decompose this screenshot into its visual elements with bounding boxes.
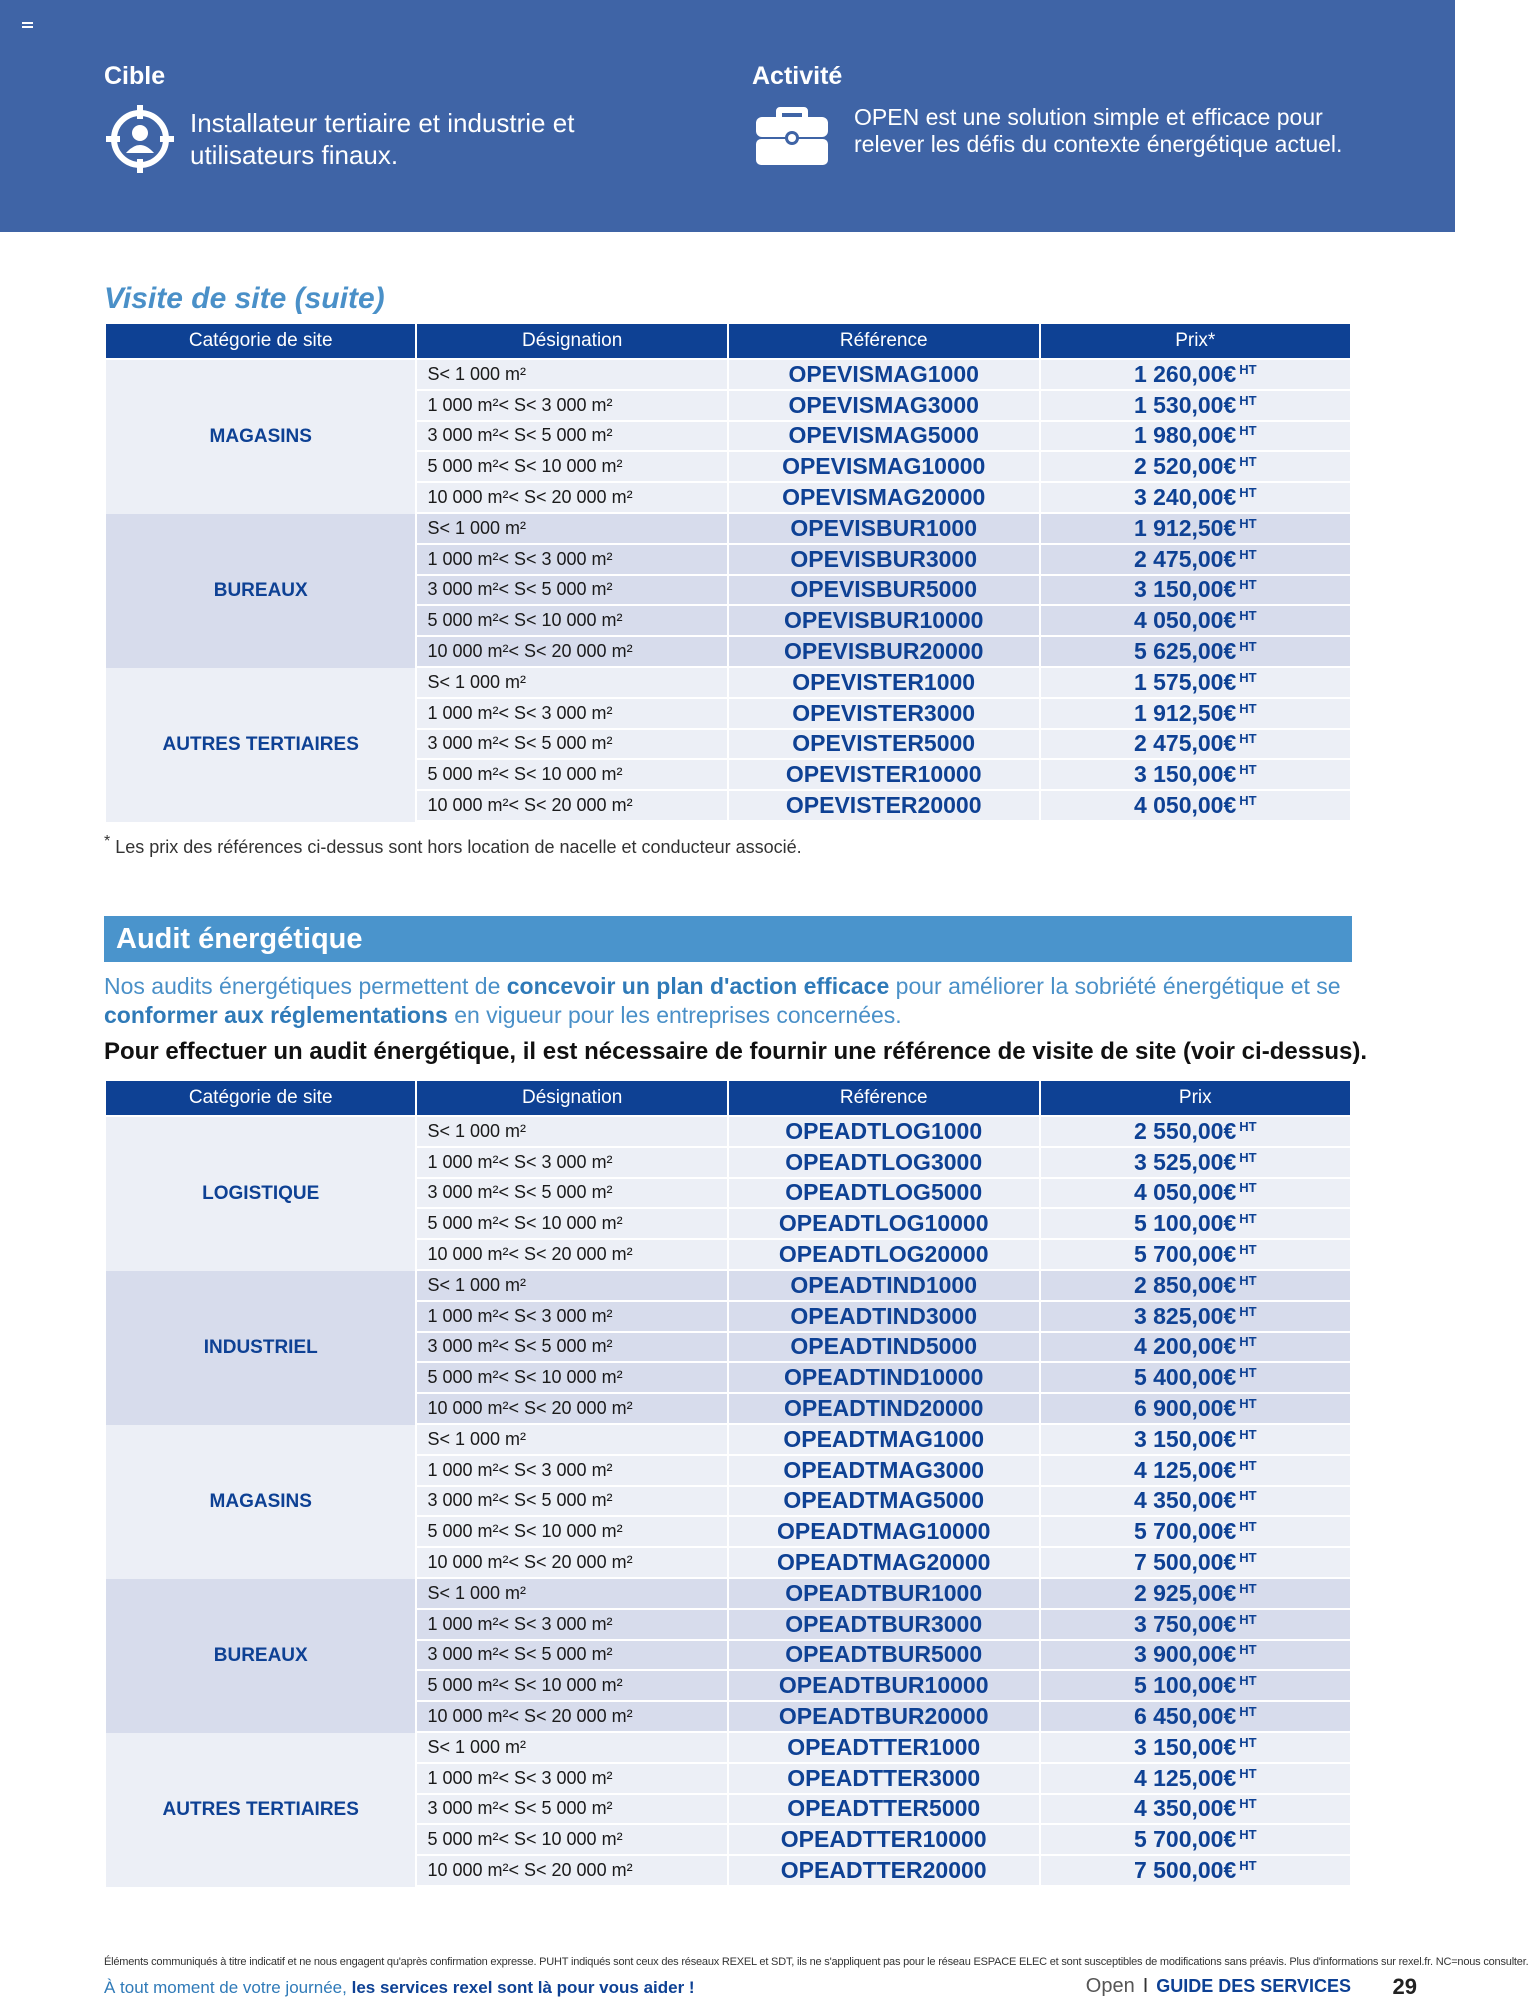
reference-cell: OPEADTMAG1000 <box>729 1425 1039 1456</box>
reference-cell: OPEADTMAG10000 <box>729 1517 1039 1548</box>
designation-cell: 1 000 m²< S< 3 000 m² <box>417 1148 726 1179</box>
designation-cell: 10 000 m²< S< 20 000 m² <box>417 1394 726 1425</box>
designation-cell: 5 000 m²< S< 10 000 m² <box>417 1825 726 1856</box>
visite-title: Visite de site (suite) <box>104 282 385 315</box>
price-cell: 3 150,00€ $^{HT}$ <box>1041 1425 1350 1456</box>
footer-guide: Open I GUIDE DES SERVICES <box>1085 1975 1351 1997</box>
designation-cell: 1 000 m²< S< 3 000 m² <box>417 545 726 576</box>
cible-block <box>104 62 624 175</box>
reference-cell: OPEADTTER20000 <box>729 1856 1039 1887</box>
designation-cell: 1 000 m²< S< 3 000 m² <box>417 1610 726 1641</box>
reference-cell: OPEADTLOG1000 <box>729 1117 1039 1148</box>
category-cell: BUREAUX <box>106 514 415 668</box>
footnote-mark: * <box>104 833 111 850</box>
activite-title: Activité <box>752 62 843 90</box>
visite-table <box>104 324 1352 822</box>
table-row <box>106 1425 1350 1456</box>
designation-cell: 3 000 m²< S< 5 000 m² <box>417 1333 726 1364</box>
price-cell: 3 240,00€ $^{HT}$ <box>1041 483 1350 514</box>
price-cell: 1 575,00€ $^{HT}$ <box>1041 668 1350 699</box>
reference-cell: OPEVISBUR3000 <box>729 545 1039 576</box>
price-cell: 1 980,00€ $^{HT}$ <box>1041 422 1350 453</box>
price-cell: 2 850,00€ $^{HT}$ <box>1041 1271 1350 1302</box>
category-cell: LOGISTIQUE <box>106 1117 415 1271</box>
reference-cell: OPEADTMAG5000 <box>729 1487 1039 1518</box>
designation-cell: 5 000 m²< S< 10 000 m² <box>417 1363 726 1394</box>
reference-cell: OPEADTTER5000 <box>729 1795 1039 1826</box>
table-row <box>106 1579 1350 1610</box>
price-cell: 7 500,00€ $^{HT}$ <box>1041 1856 1350 1887</box>
reference-cell: OPEADTLOG5000 <box>729 1179 1039 1210</box>
audit-title: Audit énergétique <box>104 916 1352 962</box>
reference-cell: OPEVISTER3000 <box>729 699 1039 730</box>
reference-cell: OPEVISTER1000 <box>729 668 1039 699</box>
reference-cell: OPEADTBUR10000 <box>729 1671 1039 1702</box>
price-cell: 2 925,00€ $^{HT}$ <box>1041 1579 1350 1610</box>
designation-cell: 3 000 m²< S< 5 000 m² <box>417 1487 726 1518</box>
price-cell: 5 400,00€ $^{HT}$ <box>1041 1363 1350 1394</box>
price-cell: 2 475,00€ $^{HT}$ <box>1041 545 1350 576</box>
reference-cell: OPEVISTER20000 <box>729 791 1039 822</box>
price-cell: 3 525,00€ $^{HT}$ <box>1041 1148 1350 1179</box>
price-cell: 7 500,00€ $^{HT}$ <box>1041 1548 1350 1579</box>
category-cell: AUTRES TERTIAIRES <box>106 668 415 822</box>
reference-cell: OPEVISMAG5000 <box>729 422 1039 453</box>
cible-text: Installateur tertiaire et industrie et utilisateurs finaux. <box>190 108 575 170</box>
header-designation: Désignation <box>417 324 726 360</box>
price-cell: 2 520,00€ $^{HT}$ <box>1041 452 1350 483</box>
reference-cell: OPEADTLOG3000 <box>729 1148 1039 1179</box>
price-cell: 4 050,00€ $^{HT}$ <box>1041 606 1350 637</box>
designation-cell: 10 000 m²< S< 20 000 m² <box>417 483 726 514</box>
price-cell: 6 450,00€ $^{HT}$ <box>1041 1702 1350 1733</box>
table-row <box>106 360 1350 391</box>
price-cell: 1 912,50€ $^{HT}$ <box>1041 514 1350 545</box>
designation-cell: 10 000 m²< S< 20 000 m² <box>417 1548 726 1579</box>
designation-cell: 1 000 m²< S< 3 000 m² <box>417 1302 726 1333</box>
price-cell: 6 900,00€ $^{HT}$ <box>1041 1394 1350 1425</box>
price-cell: 5 700,00€ $^{HT}$ <box>1041 1825 1350 1856</box>
category-cell: MAGASINS <box>106 360 415 514</box>
designation-cell: 5 000 m²< S< 10 000 m² <box>417 1209 726 1240</box>
cible-title: Cible <box>104 62 166 90</box>
designation-cell: 3 000 m²< S< 5 000 m² <box>417 1641 726 1672</box>
reference-cell: OPEVISBUR1000 <box>729 514 1039 545</box>
reference-cell: OPEADTIND3000 <box>729 1302 1039 1333</box>
footnote-text: Les prix des références ci-dessus sont hors location de nacelle et conducteur associé. <box>115 837 802 857</box>
designation-cell: 1 000 m²< S< 3 000 m² <box>417 1764 726 1795</box>
price-cell: 3 150,00€ $^{HT}$ <box>1041 1733 1350 1764</box>
reference-cell: OPEADTBUR3000 <box>729 1610 1039 1641</box>
price-cell: 3 150,00€ $^{HT}$ <box>1041 576 1350 607</box>
reference-cell: OPEVISBUR20000 <box>729 637 1039 668</box>
audit-intro: Nos audits énergétiques permettent de concevoir un plan d'action efficace pour améliorer la sobriété énergétique et se conformer aux réglementations en vigueur pour les entreprises concernées. <box>104 973 1341 1028</box>
designation-cell: 3 000 m²< S< 5 000 m² <box>417 1179 726 1210</box>
table-header-row <box>106 324 1350 360</box>
price-cell: 4 350,00€ $^{HT}$ <box>1041 1487 1350 1518</box>
designation-cell: 5 000 m²< S< 10 000 m² <box>417 452 726 483</box>
reference-cell: OPEADTBUR20000 <box>729 1702 1039 1733</box>
header-prix: Prix <box>1041 1081 1350 1117</box>
price-cell: 5 100,00€ $^{HT}$ <box>1041 1671 1350 1702</box>
designation-cell: 1 000 m²< S< 3 000 m² <box>417 1456 726 1487</box>
reference-cell: OPEADTTER10000 <box>729 1825 1039 1856</box>
reference-cell: OPEVISTER10000 <box>729 760 1039 791</box>
table-header-row <box>106 1081 1350 1117</box>
header-designation: Désignation <box>417 1081 726 1117</box>
page-number: 29 <box>1392 1974 1417 1999</box>
category-cell: BUREAUX <box>106 1579 415 1733</box>
category-cell: INDUSTRIEL <box>106 1271 415 1425</box>
reference-cell: OPEADTIND1000 <box>729 1271 1039 1302</box>
briefcase-icon <box>752 95 832 167</box>
price-cell: 4 050,00€ $^{HT}$ <box>1041 791 1350 822</box>
designation-cell: 1 000 m²< S< 3 000 m² <box>417 391 726 422</box>
price-cell: 5 100,00€ $^{HT}$ <box>1041 1209 1350 1240</box>
price-cell: 1 260,00€ $^{HT}$ <box>1041 360 1350 391</box>
reference-cell: OPEADTIND5000 <box>729 1333 1039 1364</box>
activite-block <box>752 62 1392 167</box>
table-row <box>106 514 1350 545</box>
designation-cell: 3 000 m²< S< 5 000 m² <box>417 730 726 761</box>
price-cell: 4 125,00€ $^{HT}$ <box>1041 1456 1350 1487</box>
reference-cell: OPEADTTER3000 <box>729 1764 1039 1795</box>
reference-cell: OPEVISMAG1000 <box>729 360 1039 391</box>
reference-cell: OPEVISTER5000 <box>729 730 1039 761</box>
reference-cell: OPEADTIND20000 <box>729 1394 1039 1425</box>
header-prix: Prix* <box>1041 324 1350 360</box>
price-cell: 3 750,00€ $^{HT}$ <box>1041 1610 1350 1641</box>
activite-text: OPEN est une solution simple et efficace pour relever les défis du contexte énergétique actuel. <box>854 104 1343 157</box>
reference-cell: OPEVISMAG20000 <box>729 483 1039 514</box>
designation-cell: 3 000 m²< S< 5 000 m² <box>417 422 726 453</box>
category-cell: MAGASINS <box>106 1425 415 1579</box>
audit-note: Pour effectuer un audit énergétique, il est nécessaire de fournir une référence de visite de site (voir ci-dessus). <box>104 1038 1368 1065</box>
reference-cell: OPEADTIND10000 <box>729 1363 1039 1394</box>
reference-cell: OPEVISBUR10000 <box>729 606 1039 637</box>
header-categorie: Catégorie de site <box>106 1081 415 1117</box>
header-categorie: Catégorie de site <box>106 324 415 360</box>
table-row <box>106 1733 1350 1764</box>
footer-tagline: À tout moment de votre journée, les services rexel sont là pour vous aider ! <box>104 1978 695 1997</box>
price-cell: 4 125,00€ $^{HT}$ <box>1041 1764 1350 1795</box>
designation-cell: 5 000 m²< S< 10 000 m² <box>417 606 726 637</box>
designation-cell: 5 000 m²< S< 10 000 m² <box>417 1517 726 1548</box>
menu-icon[interactable] <box>22 22 33 31</box>
price-cell: 3 150,00€ $^{HT}$ <box>1041 760 1350 791</box>
reference-cell: OPEVISBUR5000 <box>729 576 1039 607</box>
reference-cell: OPEADTMAG20000 <box>729 1548 1039 1579</box>
reference-cell: OPEADTMAG3000 <box>729 1456 1039 1487</box>
price-cell: 1 530,00€ $^{HT}$ <box>1041 391 1350 422</box>
designation-cell: 10 000 m²< S< 20 000 m² <box>417 1240 726 1271</box>
target-person-icon <box>104 103 176 175</box>
price-cell: 3 825,00€ $^{HT}$ <box>1041 1302 1350 1333</box>
reference-cell: OPEVISMAG10000 <box>729 452 1039 483</box>
category-cell: AUTRES TERTIAIRES <box>106 1733 415 1887</box>
price-cell: 3 900,00€ $^{HT}$ <box>1041 1641 1350 1672</box>
reference-cell: OPEADTBUR5000 <box>729 1641 1039 1672</box>
designation-cell: 10 000 m²< S< 20 000 m² <box>417 637 726 668</box>
designation-cell: 3 000 m²< S< 5 000 m² <box>417 576 726 607</box>
designation-cell: S< 1 000 m² <box>417 1271 726 1302</box>
designation-cell: 3 000 m²< S< 5 000 m² <box>417 1795 726 1826</box>
price-cell: 4 050,00€ $^{HT}$ <box>1041 1179 1350 1210</box>
reference-cell: OPEADTBUR1000 <box>729 1579 1039 1610</box>
designation-cell: 5 000 m²< S< 10 000 m² <box>417 760 726 791</box>
table-row <box>106 1271 1350 1302</box>
header-reference: Référence <box>729 1081 1039 1117</box>
designation-cell: S< 1 000 m² <box>417 1733 726 1764</box>
price-cell: 5 700,00€ $^{HT}$ <box>1041 1240 1350 1271</box>
reference-cell: OPEADTLOG20000 <box>729 1240 1039 1271</box>
designation-cell: 5 000 m²< S< 10 000 m² <box>417 1671 726 1702</box>
price-cell: 1 912,50€ $^{HT}$ <box>1041 699 1350 730</box>
price-cell: 4 350,00€ $^{HT}$ <box>1041 1795 1350 1826</box>
audit-table <box>104 1081 1352 1887</box>
price-cell: 5 700,00€ $^{HT}$ <box>1041 1517 1350 1548</box>
header-reference: Référence <box>729 324 1039 360</box>
designation-cell: S< 1 000 m² <box>417 360 726 391</box>
reference-cell: OPEADTLOG10000 <box>729 1209 1039 1240</box>
table-row <box>106 1117 1350 1148</box>
price-cell: 5 625,00€ $^{HT}$ <box>1041 637 1350 668</box>
designation-cell: 10 000 m²< S< 20 000 m² <box>417 1702 726 1733</box>
designation-cell: 1 000 m²< S< 3 000 m² <box>417 699 726 730</box>
designation-cell: S< 1 000 m² <box>417 1579 726 1610</box>
designation-cell: S< 1 000 m² <box>417 1425 726 1456</box>
header-band <box>0 0 1455 232</box>
reference-cell: OPEVISMAG3000 <box>729 391 1039 422</box>
designation-cell: S< 1 000 m² <box>417 514 726 545</box>
designation-cell: S< 1 000 m² <box>417 668 726 699</box>
reference-cell: OPEADTTER1000 <box>729 1733 1039 1764</box>
designation-cell: 10 000 m²< S< 20 000 m² <box>417 1856 726 1887</box>
designation-cell: S< 1 000 m² <box>417 1117 726 1148</box>
price-cell: 2 475,00€ $^{HT}$ <box>1041 730 1350 761</box>
table-row <box>106 668 1350 699</box>
price-cell: 2 550,00€ $^{HT}$ <box>1041 1117 1350 1148</box>
visite-footnote <box>104 833 802 858</box>
designation-cell: 10 000 m²< S< 20 000 m² <box>417 791 726 822</box>
price-cell: 4 200,00€ $^{HT}$ <box>1041 1333 1350 1364</box>
legal-notice: Éléments communiqués à titre indicatif et ne nous engagent qu'après confirmation expresse. PUHT indiqués sont ceux des réseaux REXEL et SDT, ils ne s'appliquent pas pour le réseau ESPACE ELEC et sont susceptibles de modifications sans préavis. Plus d'informations sur rexel.fr. NC=nous consulter. <box>104 1956 1528 1968</box>
